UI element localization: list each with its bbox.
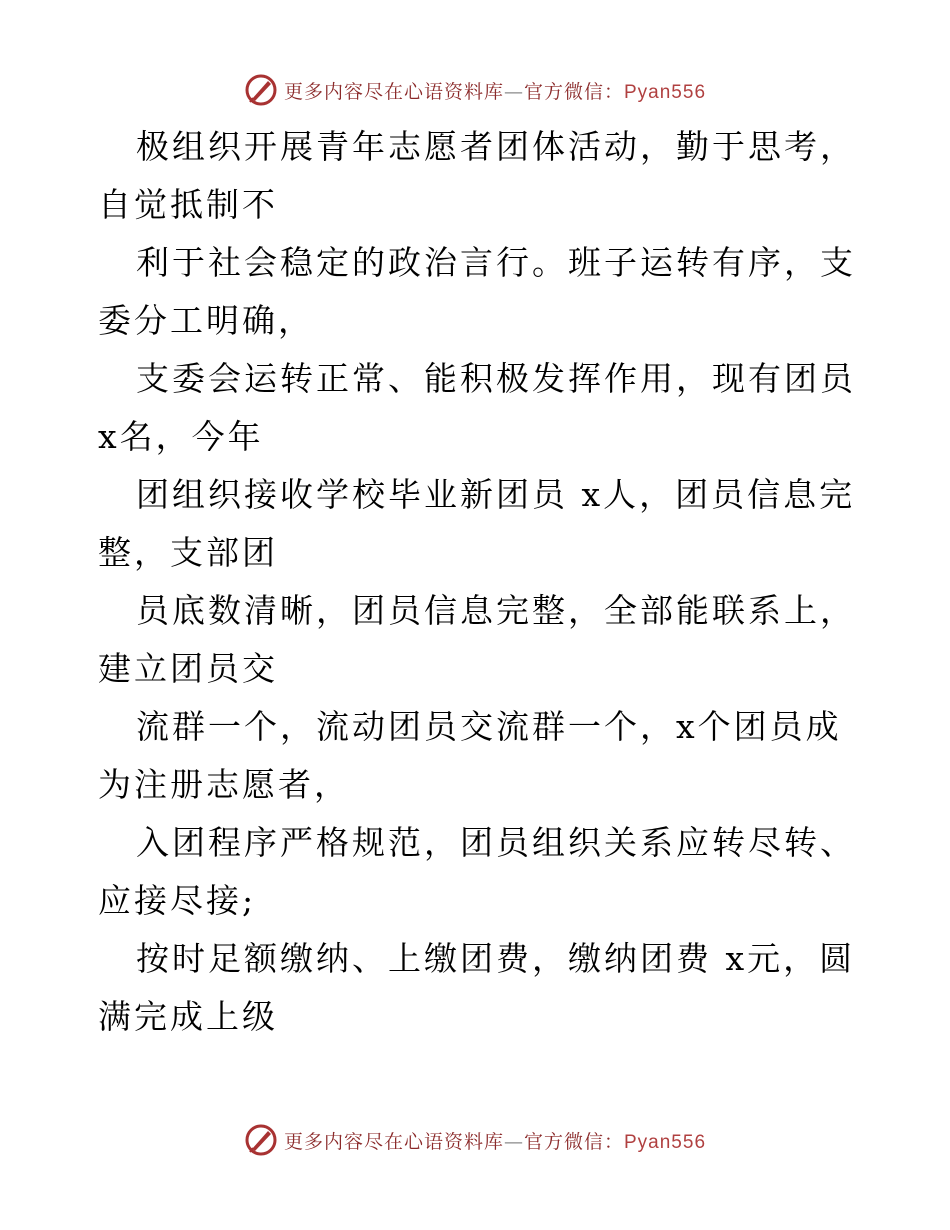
paragraph: 团组织接收学校毕业新团员 x人，团员信息完整，支部团 bbox=[98, 475, 856, 572]
header-separator: — bbox=[503, 80, 524, 103]
footer-banner bbox=[0, 1120, 950, 1160]
footer-brand: 更多内容尽在心语资料库 bbox=[283, 1130, 504, 1153]
header-wechat-label: 官方微信： bbox=[523, 80, 624, 103]
paragraph: 入团程序严格规范，团员组织关系应转尽转、应接尽接; bbox=[98, 823, 856, 920]
quill-logo-icon bbox=[244, 1123, 278, 1157]
quill-logo-icon bbox=[244, 73, 278, 107]
paragraph: 按时足额缴纳、上缴团费，缴纳团费 x元，圆满完成上级 bbox=[98, 939, 856, 1036]
footer-wechat-label: 官方微信： bbox=[523, 1130, 624, 1153]
paragraph: 极组织开展青年志愿者团体活动，勤于思考，自觉抵制不 bbox=[98, 127, 856, 224]
header-brand: 更多内容尽在心语资料库 bbox=[283, 80, 504, 103]
paragraph: 支委会运转正常、能积极发挥作用，现有团员 x名，今年 bbox=[98, 359, 856, 456]
header-text bbox=[284, 77, 706, 104]
paragraph: 利于社会稳定的政治言行。班子运转有序，支委分工明确， bbox=[98, 243, 856, 340]
footer-separator: — bbox=[503, 1130, 524, 1153]
footer-text bbox=[284, 1127, 706, 1154]
paragraph: 流群一个，流动团员交流群一个，x个团员成为注册志愿者， bbox=[98, 707, 842, 804]
document-body bbox=[98, 118, 858, 1046]
header-wechat-id: Pyan556 bbox=[624, 81, 707, 103]
footer-wechat-id: Pyan556 bbox=[624, 1131, 707, 1153]
header-banner bbox=[0, 70, 950, 110]
paragraph: 员底数清晰，团员信息完整，全部能联系上，建立团员交 bbox=[98, 591, 856, 688]
